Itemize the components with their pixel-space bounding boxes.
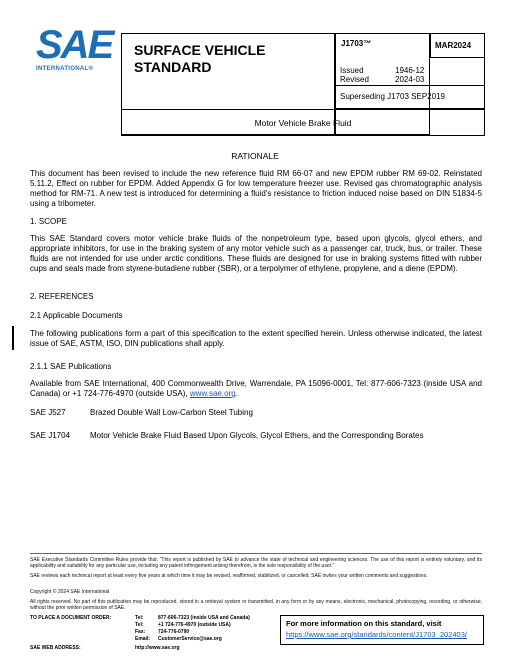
rationale-text: This document has been revised to include the new reference fluid RM 66-07 and new EPDM rubber RM 69-02. Reinstated 5.11.2, Effect on rubber for EPDM. Added Appendix G for low temperature freezer use. Revised gas chromatographic analysis method for RM-71. A new test is introduced for determining a fluid's resistance to friction induced noise based on DIN 51834-5 using a tribometer.	[30, 169, 482, 208]
subject-box	[121, 109, 485, 136]
sae-logo	[30, 23, 113, 78]
divider	[335, 85, 485, 86]
review-text: SAE reviews each technical report at least every five years at which time it may be revised, reaffirmed, stabilized, or cancelled. SAE invites your written comments and suggestions.	[30, 573, 428, 579]
applicable-text: The following publications form a part of this specification to the extent specified herein. Unless otherwise indicated, the latest issue of SAE, ASTM, ISO, DIN publications shall apply.	[30, 329, 482, 348]
document-type: SURFACE VEHICLE STANDARD	[134, 42, 266, 75]
revised-label: Revised	[340, 75, 369, 84]
issue-info-box	[335, 58, 485, 109]
tel1-label: Tel:	[135, 615, 144, 621]
document-date: MAR2024	[435, 41, 472, 50]
copyright: Copyright © 2024 SAE International	[30, 589, 110, 595]
more-info-text: For more information on this standard, visit	[286, 619, 442, 628]
reference-id: SAE J1704	[30, 431, 71, 440]
order-label: TO PLACE A DOCUMENT ORDER:	[30, 615, 112, 621]
sae-website-link[interactable]: www.sae.org	[189, 389, 236, 398]
footer-divider	[30, 553, 482, 554]
tel2-label: Tel:	[135, 622, 144, 628]
policy-text: SAE Executive Standards Committee Rules provide that: “This report is published by SAE to advance the state of technical and engineering sciences. The use of this report is entirely voluntary, and its applicability and suitability for any particular use, including any patent infringement arising therefrom, is the sole responsibility of the user.”	[30, 557, 482, 570]
issued-value: 1946-12	[395, 66, 425, 75]
logo-subtext: INTERNATIONAL®	[36, 66, 94, 72]
issued-label: Issued	[340, 66, 364, 75]
tel1-value: 877-606-7323 (inside USA and Canada)	[158, 615, 250, 621]
rationale-heading: RATIONALE	[231, 151, 279, 161]
email-value[interactable]: CustomerService@sae.org	[158, 636, 222, 642]
change-bar	[12, 326, 14, 350]
reference-id: SAE J527	[30, 408, 66, 417]
rights-text: All rights reserved. No part of this publication may be reproduced, stored in a retrieval system or transmitted, in any form or by any means, electronic, mechanical, photocopying, recording, or otherwise, without the prior written permission of SAE.	[30, 599, 482, 612]
standard-link[interactable]: https://www.sae.org/standards/content/J1703_202403/	[286, 630, 467, 639]
scope-text: This SAE Standard covers motor vehicle brake fluids of the nonpetroleum type, based upon glycols, glycol ethers, and appropriate inhibitors, for use in the braking system of any motor vehicle such as a passenger car, truck, bus, or trailer. These fluids are not intended for use under arctic conditions. These fluids are designed for use in braking systems fitted with rubber cups and seals made from styrene-butadiene rubber (SBR), or a terpolymer of ethylene, propylene, and a diene (EPDM).	[30, 234, 482, 273]
references-heading: 2. REFERENCES	[30, 292, 94, 301]
reference-title: Brazed Double Wall Low-Carbon Steel Tubing	[90, 408, 253, 417]
applicable-heading: 2.1 Applicable Documents	[30, 311, 123, 320]
more-info-box	[280, 615, 484, 645]
logo-text: SAE	[36, 23, 113, 67]
reference-title: Motor Vehicle Brake Fluid Based Upon Glycols, Glycol Ethers, and the Corresponding Borates	[90, 431, 424, 440]
document-date-box	[430, 33, 485, 58]
web-address-label: SAE WEB ADDRESS:	[30, 645, 81, 651]
superseding: Superseding J1703 SEP2019	[340, 92, 445, 101]
tel2-value: +1 724-776-4970 (outside USA)	[158, 622, 231, 628]
fax-label: Fax:	[135, 629, 146, 635]
fax-value: 724-776-0790	[158, 629, 190, 635]
sae-publications-heading: 2.1.1 SAE Publications	[30, 362, 112, 371]
availability-text: Available from SAE International, 400 Commonwealth Drive, Warrendale, PA 15096-0001, Tel: 877-606-7323 (inside USA and Canada) or +1 724-776-4970 (outside USA), www.sae.org.	[30, 379, 482, 398]
email-label: Email:	[135, 636, 151, 642]
web-address-value[interactable]: http://www.sae.org	[135, 645, 180, 651]
revised-value: 2024-03	[395, 75, 425, 84]
document-subject: Motor Vehicle Brake Fluid	[254, 118, 352, 128]
document-number: J1703™	[341, 39, 372, 48]
scope-heading: 1. SCOPE	[30, 217, 67, 226]
